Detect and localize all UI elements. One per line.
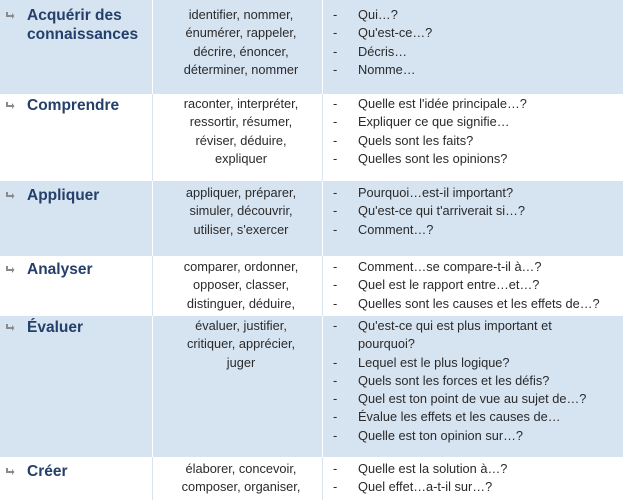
level-name-line: Acquérir des — [27, 7, 122, 24]
verb-line: identifier, nommer, — [188, 7, 294, 22]
dash-marker: - — [333, 461, 338, 476]
level-name-line: Analyser — [27, 261, 93, 278]
question-text: Évalue les effets et les causes de… — [358, 409, 561, 425]
dash-marker: - — [333, 43, 338, 59]
arrow-bullet-icon — [5, 323, 15, 332]
question-text: Qui…? — [358, 7, 398, 22]
dash-marker: - — [333, 114, 338, 130]
question-item — [328, 132, 527, 150]
question-item — [328, 184, 525, 202]
question-text: Qu'est-ce qui est plus important et — [358, 318, 552, 333]
question-item — [328, 427, 586, 445]
questions-cell — [328, 460, 507, 497]
arrow-bullet-icon — [5, 11, 15, 20]
dash-marker: - — [333, 409, 338, 425]
verbs-cell — [152, 6, 330, 79]
dash-marker: - — [333, 132, 338, 148]
question-item — [328, 390, 586, 408]
verb-line: réviser, déduire, — [195, 132, 287, 148]
dash-marker: - — [333, 25, 338, 41]
question-text: Quels sont les faits? — [358, 132, 474, 148]
question-item — [328, 24, 432, 42]
dash-marker: - — [333, 61, 338, 77]
verbs-cell — [152, 460, 330, 497]
question-text: Pourquoi…est-il important? — [358, 185, 514, 200]
question-item — [328, 460, 507, 478]
dash-marker: - — [333, 259, 338, 274]
question-item — [328, 202, 525, 220]
question-text: Quelle est l'idée principale…? — [358, 96, 527, 111]
dash-marker: - — [333, 295, 338, 311]
dash-marker: - — [333, 7, 338, 22]
dash-marker: - — [333, 427, 338, 443]
question-text: Quel est le rapport entre…et…? — [358, 277, 540, 293]
questions-cell — [328, 184, 525, 239]
level-name — [27, 96, 119, 115]
level-name-line: connaissances — [27, 26, 139, 43]
level-name — [27, 186, 99, 205]
question-item — [328, 354, 586, 372]
question-text: Quel est ton point de vue au sujet de…? — [358, 391, 587, 407]
question-text: Quelle est la solution à…? — [358, 461, 508, 476]
verb-line: utiliser, s'exercer — [193, 221, 289, 237]
question-text: Quel effet…a-t-il sur…? — [358, 479, 493, 495]
question-item — [328, 221, 525, 239]
dash-marker: - — [333, 318, 338, 333]
level-name — [27, 260, 92, 279]
dash-marker: - — [333, 221, 338, 237]
question-item — [328, 335, 586, 353]
question-text: Qu'est-ce…? — [358, 25, 433, 41]
questions-cell — [328, 317, 586, 445]
verb-line: décrire, énoncer, — [193, 43, 289, 59]
level-name-line: Comprendre — [27, 97, 120, 114]
arrow-bullet-icon — [5, 467, 15, 476]
verb-line: évaluer, justifier, — [195, 318, 287, 333]
question-text: Quels sont les forces et les défis? — [358, 372, 550, 388]
dash-marker: - — [333, 354, 338, 370]
question-text: Comment…se compare-t-il à…? — [358, 259, 542, 274]
dash-marker: - — [333, 185, 338, 200]
arrow-bullet-icon — [5, 265, 15, 274]
dash-marker: - — [333, 96, 338, 111]
level-name-line: Créer — [27, 463, 68, 480]
level-name — [27, 462, 68, 481]
verb-line: opposer, classer, — [192, 277, 290, 293]
question-text: Expliquer ce que signifie… — [358, 114, 510, 130]
dash-marker: - — [333, 203, 338, 219]
dash-marker: - — [333, 150, 338, 166]
verb-line: élaborer, concevoir, — [185, 461, 297, 476]
question-text: pourquoi? — [358, 336, 415, 352]
verbs-cell — [152, 258, 330, 313]
verb-line: juger — [226, 354, 256, 370]
question-item — [328, 408, 586, 426]
dash-marker: - — [333, 277, 338, 293]
verb-line: énumérer, rappeler, — [185, 25, 297, 41]
verb-line: critiquer, apprécier, — [186, 336, 296, 352]
verb-line: composer, organiser, — [181, 479, 301, 495]
question-item — [328, 6, 432, 24]
question-text: Comment…? — [358, 221, 434, 237]
verb-line: simuler, découvrir, — [189, 203, 293, 219]
question-item — [328, 276, 600, 294]
question-text: Quelle est ton opinion sur…? — [358, 427, 524, 443]
verbs-cell — [152, 95, 330, 168]
question-item — [328, 258, 600, 276]
level-name-line: Évaluer — [27, 319, 84, 336]
question-text: Qu'est-ce qui t'arriverait si…? — [358, 203, 526, 219]
question-item — [328, 150, 527, 168]
verb-line: expliquer — [215, 150, 267, 166]
question-text: Quelles sont les causes et les effets de…? — [358, 295, 600, 311]
question-text: Nomme… — [358, 61, 416, 77]
verbs-cell — [152, 184, 330, 239]
questions-cell — [328, 6, 432, 79]
questions-cell — [328, 258, 600, 313]
dash-marker: - — [333, 391, 338, 407]
dash-marker: - — [333, 479, 338, 495]
verb-line: appliquer, préparer, — [185, 185, 297, 200]
question-item — [328, 113, 527, 131]
arrow-bullet-icon — [5, 101, 15, 110]
verb-line: raconter, interpréter, — [183, 96, 299, 111]
verbs-cell — [152, 317, 330, 372]
question-text: Quelles sont les opinions? — [358, 150, 508, 166]
verb-line: ressortir, résumer, — [189, 114, 293, 130]
question-item — [328, 43, 432, 61]
question-item — [328, 372, 586, 390]
question-item — [328, 95, 527, 113]
level-name-line: Appliquer — [27, 187, 100, 204]
question-text: Décris… — [358, 43, 408, 59]
verb-line: déterminer, nommer — [183, 61, 299, 77]
question-item — [328, 478, 507, 496]
question-text: Lequel est le plus logique? — [358, 354, 510, 370]
dash-marker: - — [333, 372, 338, 388]
question-item — [328, 295, 600, 313]
question-item — [328, 61, 432, 79]
level-name — [27, 6, 138, 44]
verb-line: comparer, ordonner, — [183, 259, 299, 274]
questions-cell — [328, 95, 527, 168]
level-name — [27, 318, 83, 337]
verb-line: distinguer, déduire, — [186, 295, 296, 311]
arrow-bullet-icon — [5, 191, 15, 200]
question-item — [328, 317, 586, 335]
